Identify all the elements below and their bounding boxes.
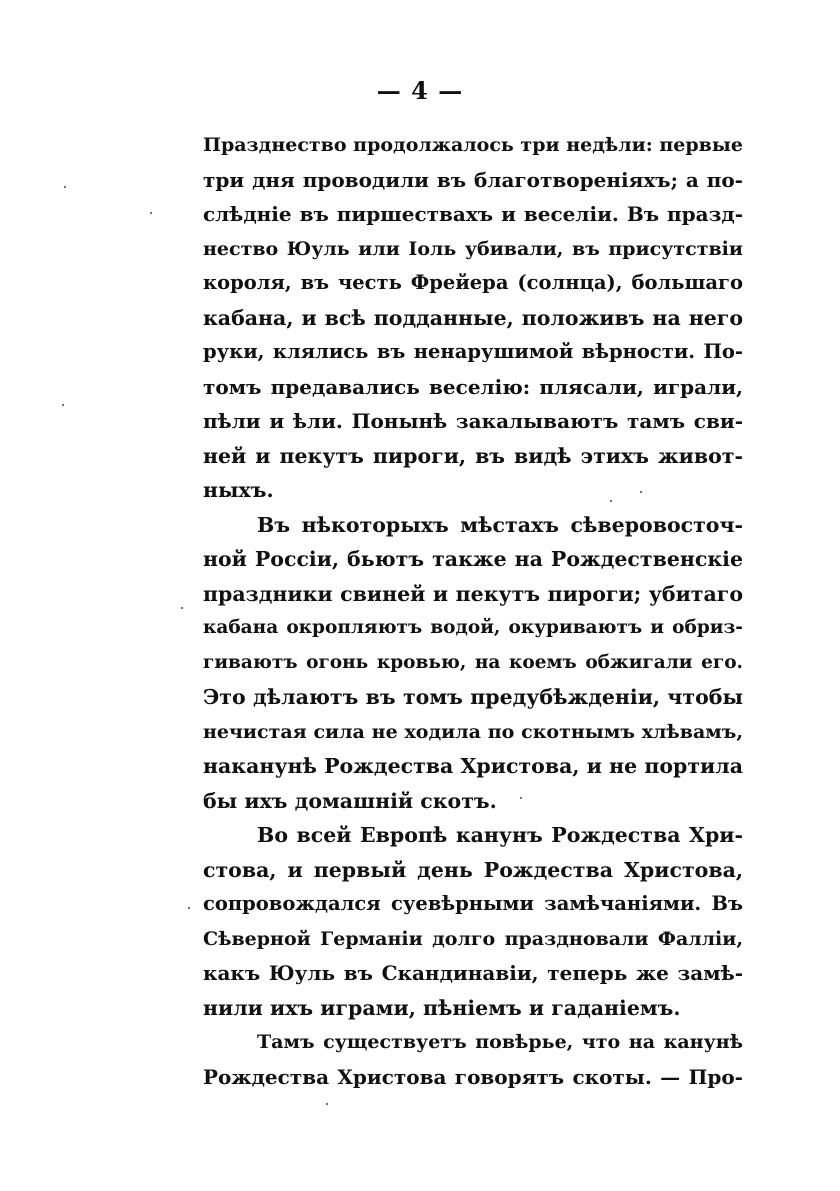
text-line: нили ихъ играми, пѣніемъ и гаданіемъ. bbox=[203, 995, 681, 1020]
text-line: кабана, и всѣ подданные, положивъ на него bbox=[203, 305, 743, 330]
paragraph-1 bbox=[203, 128, 743, 508]
scan-speck bbox=[520, 797, 522, 799]
text-line: праздники свиней и пекутъ пироги; убитаго bbox=[203, 581, 743, 606]
paragraph-2 bbox=[203, 508, 743, 819]
scan-speck bbox=[150, 212, 152, 214]
scan-speck bbox=[326, 1103, 328, 1105]
text-line: короля, въ честь Фрейера (солнца), большаго bbox=[203, 271, 743, 294]
scan-speck bbox=[188, 907, 190, 909]
page-number: — 4 — bbox=[376, 76, 464, 105]
text-line: стова, и первый день Рождества Христова, bbox=[203, 857, 743, 882]
text-line: сопровождался суевѣрными замѣчаніями. Въ bbox=[203, 892, 743, 915]
scan-speck bbox=[62, 404, 64, 406]
text-line: Рождества Христова говорятъ скоты. — Про- bbox=[203, 1064, 743, 1089]
text-line: ныхъ. bbox=[203, 478, 274, 502]
text-line: наканунѣ Рождества Христова, и не портила bbox=[203, 754, 743, 778]
text-line: кабана окропляютъ водой, окуриваютъ и обриз- bbox=[203, 617, 743, 638]
text-line: Празднество продолжалось три недѣли: первые bbox=[203, 134, 743, 156]
text-line: томъ предавались веселію: плясали, играли, bbox=[203, 374, 743, 399]
text-line: слѣдніе въ пиршествахъ и веселіи. Въ празд- bbox=[203, 202, 743, 226]
text-line: нечистая сила не ходила по скотнымъ хлѣвамъ, bbox=[203, 720, 743, 743]
text-line: Тамъ существуетъ повѣрье, что на канунѣ bbox=[257, 1031, 743, 1053]
scan-speck bbox=[640, 491, 642, 493]
text-line: Сѣверной Германіи долго праздновали Фалліи, bbox=[203, 927, 743, 950]
text-line: пѣли и ѣли. Понынѣ закалываютъ тамъ сви- bbox=[203, 409, 743, 433]
scan-speck bbox=[181, 607, 183, 609]
scan-speck bbox=[64, 186, 66, 188]
text-line: Это дѣлаютъ въ томъ предубѣжденіи, чтобы bbox=[203, 685, 743, 709]
text-line: руки, клялись въ ненарушимой вѣрности. По- bbox=[203, 340, 743, 363]
body-text bbox=[203, 128, 743, 1094]
paragraph-4 bbox=[203, 1025, 743, 1094]
text-line: Во всей Европѣ канунъ Рождества Хри- bbox=[257, 823, 743, 847]
text-line: ней и пекутъ пироги, въ видѣ этихъ живот- bbox=[203, 443, 743, 468]
scan-speck bbox=[610, 500, 612, 502]
text-line: три дня проводили въ благотвореніяхъ; а по- bbox=[203, 167, 743, 192]
text-line: нество Юуль или Іоль убивали, въ присутствіи bbox=[203, 237, 743, 260]
text-line: какъ Юуль въ Скандинавіи, теперь же замѣ- bbox=[203, 961, 743, 985]
paragraph-3 bbox=[203, 818, 743, 1025]
text-line: ной Россіи, бьютъ также на Рождественскіе bbox=[203, 547, 743, 571]
text-line: гиваютъ огонь кровью, на коемъ обжигали его. bbox=[203, 651, 743, 673]
text-line: Въ нѣкоторыхъ мѣстахъ сѣверовосточ- bbox=[257, 512, 743, 537]
text-line: бы ихъ домашній скотъ. bbox=[203, 788, 497, 813]
